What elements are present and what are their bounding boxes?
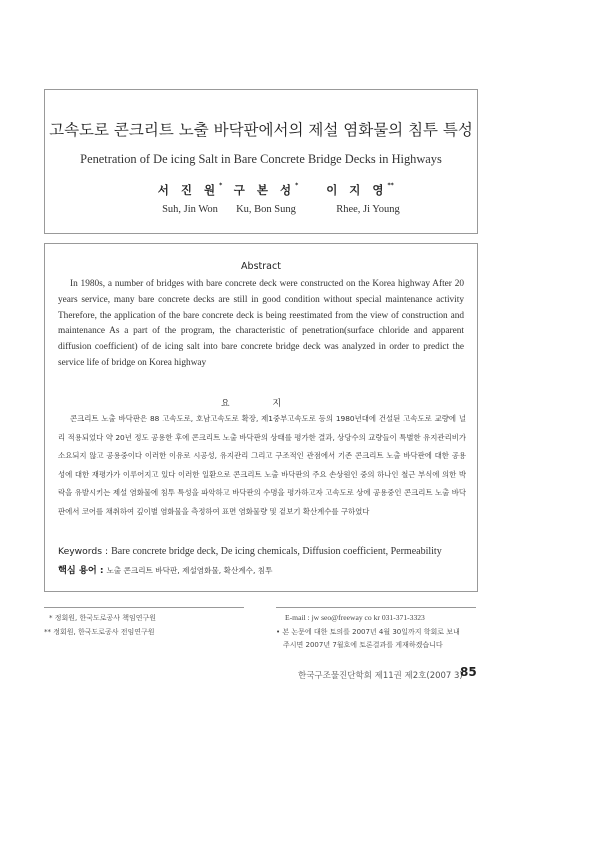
discussion-note-line-1: • 본 논문에 대한 토의를 2007년 4월 30일까지 학회로 보내 (276, 628, 460, 636)
contact-email: E-mail : jw seo@freeway co kr 031-371-3323 (285, 613, 425, 622)
summary-text: 콘크리트 노출 바닥판은 88 고속도로, 호남고속도로 확장, 제1중부고속도로 등의 1980년대에 건설된 고속도로 교량에 널리 적용되었다 약 20년 정도 공용한 후에 콘크리트 노출 바닥판의 상태를 평가한 결과, 상당수의 교량들이 특별한 유지관리비가 소요되지 않고 공용중이다 이러한 이유로 시공성, 유지관리 그리고 구조적인 관점에서 기존 콘크리트 노출 바닥판에 대한 공용성에 대한 재평가가 이루어지고 있다 이러한 일환으로 콘크리트 노출 바닥판의 주요 손상원인 중의 하나인 철근 부식에 의한 박락을 유발시키는 제설 염화물에 침투 특성을 파악하고 바닥판의 수명을 평가하고자 고속도로 상에 공용중인 콘크리트 노출 바닥판에서 코어를 채취하여 깊이별 염화물을 측정하여 표면 염화물량 및 겉보기 확산계수를 구하였다 (58, 414, 466, 516)
keywords-korean-label: 핵심 용어 : (58, 565, 104, 576)
journal-info: 한국구조물진단학회 제11권 제2호(2007 3) (298, 671, 463, 681)
author-2-english: Ku, Bon Sung (236, 204, 296, 215)
author-1-english: Suh, Jin Won (162, 204, 218, 215)
footnote-author-2: ** 정회원, 한국도로공사 전임연구원 (44, 628, 155, 636)
paper-title-korean: 고속도로 콘크리트 노출 바닥판에서의 제설 염화물의 침투 특성 (49, 121, 473, 139)
footnote-author-1: * 정회원, 한국도로공사 책임연구원 (49, 614, 157, 622)
keywords-korean (58, 562, 272, 576)
abstract-text: In 1980s, a number of bridges with bare concrete deck were constructed on the Korea highway After 20 years service, many bare concrete decks are still in good condition without special maintenance activity Therefore, the application of the bare concrete deck is being reestimated from the view of construction and maintenance As a part of the program, the characteristic of penetration(surface chloride and apparent diffusion coefficient) of de icing salt into bare concrete bridge deck was analyzed in order to predict the service life of bridge on Korea highway (58, 279, 464, 368)
footnote-divider-left (44, 607, 244, 608)
page-number: 85 (460, 665, 477, 679)
title-box (44, 89, 478, 234)
discussion-note-line-2: 주시면 2007년 7월호에 토론결과를 게재하겠습니다 (283, 641, 443, 649)
keywords (58, 546, 442, 557)
keywords-korean-value: 노출 콘크리트 바닥판, 제설염화물, 확산계수, 침투 (106, 566, 273, 575)
author-3-korean: 이 지 영** (326, 182, 394, 197)
author-3-english: Rhee, Ji Young (336, 204, 400, 215)
author-1-korean: 서 진 원* (157, 182, 223, 197)
keywords-label: Keywords : (58, 546, 109, 557)
footnote-divider-right (276, 607, 476, 608)
paper-title-english: Penetration of De icing Salt in Bare Concrete Bridge Decks in Highways (80, 152, 442, 166)
author-2-korean: 구 본 성* (233, 182, 299, 197)
summary-heading: 요 지 (220, 399, 302, 409)
abstract-box (44, 243, 478, 592)
abstract-heading: Abstract (241, 261, 281, 272)
keywords-value: Bare concrete bridge deck, De icing chemicals, Diffusion coefficient, Permeability (111, 546, 442, 557)
